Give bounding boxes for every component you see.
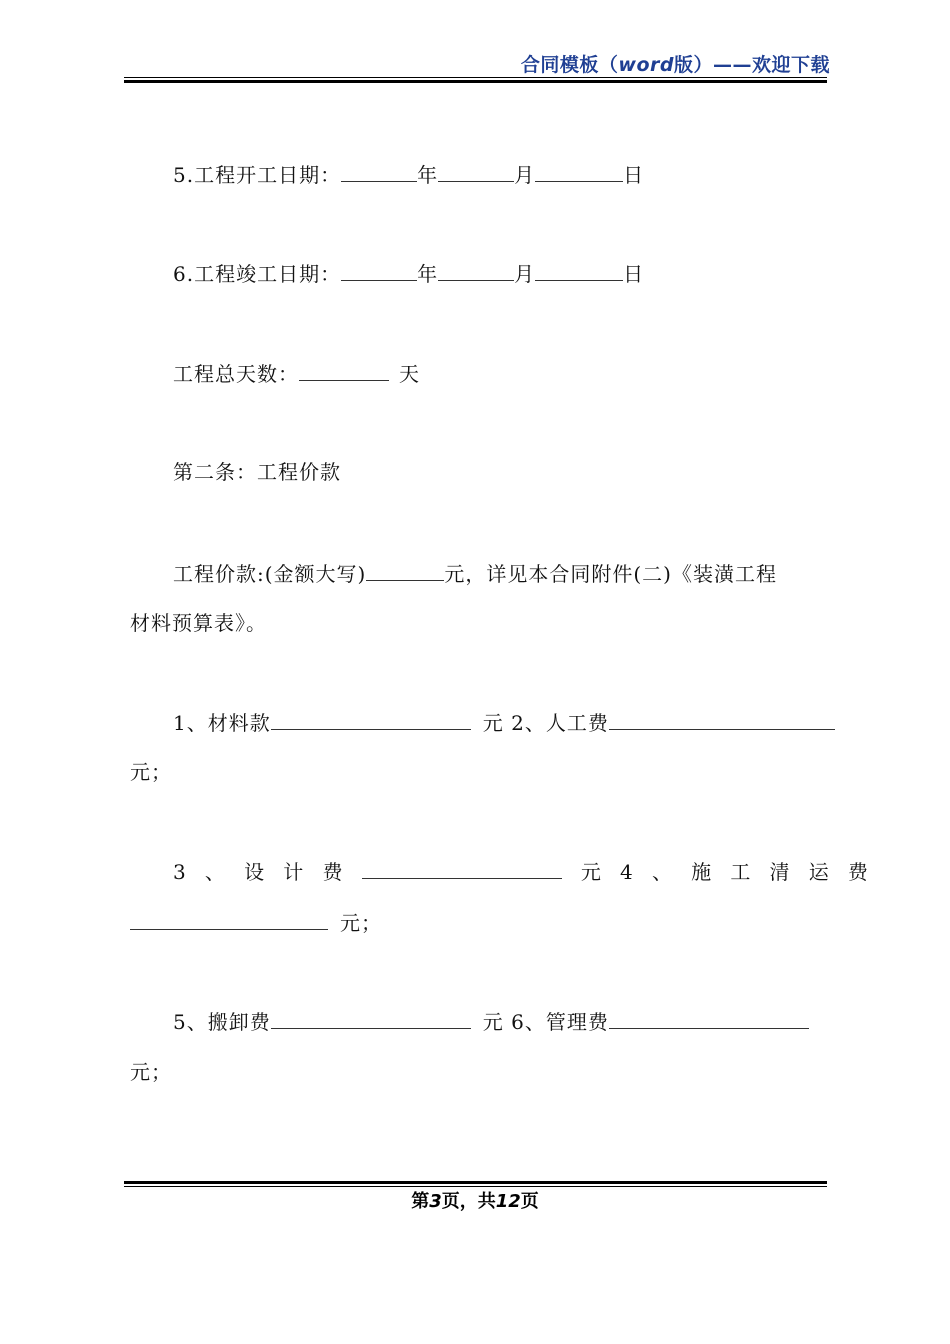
moving-blank <box>271 1009 471 1029</box>
header-title-prefix: 合同模板（ <box>520 54 619 76</box>
design-fee-blank <box>362 859 562 879</box>
total-pages: 12 <box>495 1191 521 1212</box>
start-month-blank <box>438 162 514 182</box>
yuan-unit: 元 <box>580 860 601 884</box>
moving-label: 5、搬卸费 <box>173 1010 271 1034</box>
page-number-prefix: 第 <box>411 1191 430 1212</box>
end-month-unit: 月 <box>514 262 536 286</box>
management-blank <box>609 1009 809 1029</box>
header-title-word: word <box>618 54 674 76</box>
cleanup-unit: 元； <box>340 911 382 935</box>
end-year-blank <box>341 261 417 281</box>
start-date-line <box>130 162 868 187</box>
cleanup-char: 清 <box>769 860 790 884</box>
total-days-unit: 天 <box>399 362 420 386</box>
moving-management-line <box>130 1009 868 1034</box>
article-two-heading: 第二条：工程价款 <box>173 460 341 484</box>
start-day-unit: 日 <box>623 163 645 187</box>
end-date-label: 6.工程竣工日期： <box>173 262 342 286</box>
management-label: 元 6、管理费 <box>482 1010 609 1034</box>
header-rule-thin <box>124 77 827 78</box>
price-blank <box>366 561 444 581</box>
price-detail: 元，详见本合同附件(二)《装潢工程 <box>444 562 777 586</box>
header-title-suffix: 版）——欢迎下载 <box>673 54 830 76</box>
item-number-3: 3 <box>173 860 186 884</box>
design-char: 费 <box>322 860 343 884</box>
design-char: 设 <box>244 860 265 884</box>
start-day-blank <box>535 162 623 182</box>
end-month-blank <box>438 261 514 281</box>
end-year-unit: 年 <box>417 262 439 286</box>
start-year-blank <box>341 162 417 182</box>
cleanup-char: 运 <box>808 860 829 884</box>
start-year-unit: 年 <box>417 163 439 187</box>
labor-blank <box>609 710 835 730</box>
footer-rule-thick <box>124 1181 827 1184</box>
total-days-blank <box>299 361 389 381</box>
materials-labor-line <box>130 710 868 735</box>
total-days-line <box>130 361 868 386</box>
price-line <box>130 561 868 586</box>
start-month-unit: 月 <box>514 163 536 187</box>
cleanup-char: 费 <box>847 860 868 884</box>
page-number-mid: 页，共 <box>441 1191 496 1212</box>
end-day-unit: 日 <box>623 262 645 286</box>
price-label: 工程价款:(金额大写) <box>173 562 367 586</box>
labor-label: 元 2、人工费 <box>482 711 609 735</box>
end-day-blank <box>535 261 623 281</box>
design-char: 计 <box>283 860 304 884</box>
cleanup-char: 施 <box>691 860 712 884</box>
design-cleanup-line <box>130 859 868 884</box>
cleanup-cont-line <box>130 910 825 935</box>
cleanup-char: 工 <box>730 860 751 884</box>
header-title <box>521 50 830 77</box>
start-date-label: 5.工程开工日期： <box>173 163 342 187</box>
item-number-4: 4 <box>620 860 633 884</box>
materials-labor-cont: 元； <box>130 760 172 784</box>
materials-label: 1、材料款 <box>173 711 271 735</box>
moving-management-cont: 元； <box>130 1060 172 1084</box>
item-sep: 、 <box>651 860 672 884</box>
current-page: 3 <box>429 1191 442 1212</box>
page-number <box>0 1187 950 1213</box>
materials-blank <box>271 710 471 730</box>
cleanup-fee-blank <box>130 910 328 930</box>
total-days-label: 工程总天数： <box>173 362 299 386</box>
item-sep: 、 <box>204 860 225 884</box>
price-line-cont: 材料预算表》。 <box>130 611 267 635</box>
header-rule-thick <box>124 80 827 83</box>
end-date-line <box>130 261 868 286</box>
page-number-suffix: 页 <box>520 1191 539 1212</box>
